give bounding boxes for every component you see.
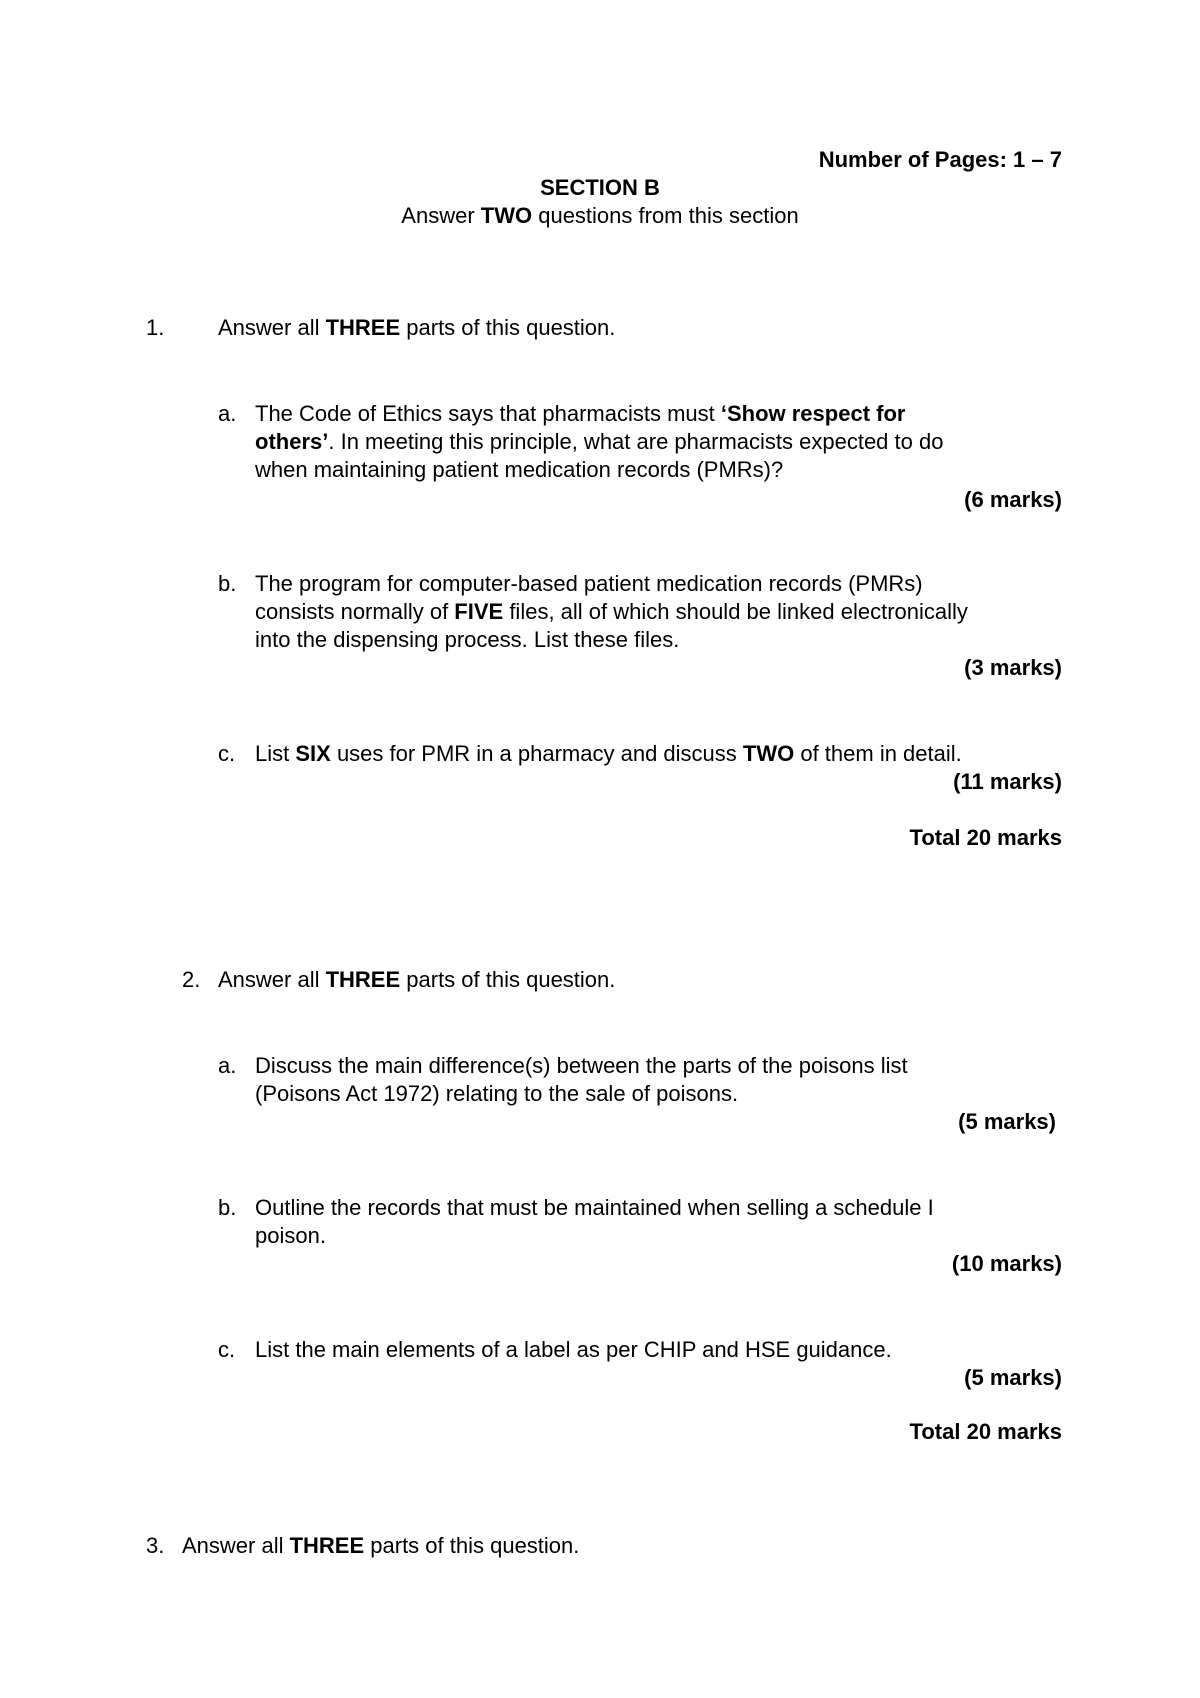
q2-total-text: Total 20 marks xyxy=(909,1419,1062,1444)
q1b-l2-pre: consists normally of xyxy=(255,599,455,624)
q1c-letter: c. xyxy=(218,741,236,766)
q1a-marks-text: (6 marks) xyxy=(964,487,1062,512)
q2a-marks xyxy=(700,1108,1056,1136)
q3-intro xyxy=(182,1532,579,1560)
q1a-l2-bold: others’ xyxy=(255,429,329,454)
q1c-marks-text: (11 marks) xyxy=(953,769,1062,794)
instruction-bold: TWO xyxy=(480,203,533,228)
q2-intro-post: parts of this question. xyxy=(400,967,616,992)
q1c-pre: List xyxy=(255,741,296,766)
q2-number: 2. xyxy=(182,967,201,992)
instruction-pre: Answer xyxy=(401,203,481,228)
q2c-letter: c. xyxy=(218,1337,236,1362)
q2b-marks xyxy=(700,1250,1062,1278)
q1a-letter: a. xyxy=(218,401,237,426)
q1b-marks-text: (3 marks) xyxy=(964,655,1062,680)
q1b-marks xyxy=(700,654,1062,682)
q2b-marks-text: (10 marks) xyxy=(951,1251,1062,1276)
q2-intro-pre: Answer all xyxy=(218,967,326,992)
q1b-letter: b. xyxy=(218,571,237,596)
section-instruction xyxy=(300,202,900,230)
q1a-marks xyxy=(700,486,1062,514)
q1-intro xyxy=(218,314,615,342)
q1b-l2-bold: FIVE xyxy=(454,599,504,624)
q1-intro-bold: THREE xyxy=(325,315,401,340)
section-title-text: SECTION B xyxy=(540,175,660,200)
q3-intro-bold: THREE xyxy=(289,1533,365,1558)
q2-total xyxy=(700,1418,1062,1446)
q1a-line3: when maintaining patient medication records (PMRs)? xyxy=(255,457,784,482)
pages-count-text: Number of Pages: 1 – 7 xyxy=(818,147,1062,172)
q1c-bold2: TWO xyxy=(742,741,795,766)
q1c-bold1: SIX xyxy=(295,741,331,766)
q2c-marks-text: (5 marks) xyxy=(964,1365,1062,1390)
q1a-l1-bold: ‘Show respect for xyxy=(720,401,906,426)
q2b-letter: b. xyxy=(218,1195,237,1220)
q3-intro-pre: Answer all xyxy=(182,1533,290,1558)
q2a-letter: a. xyxy=(218,1053,237,1078)
q1a-l1-pre: The Code of Ethics says that pharmacists must xyxy=(255,401,721,426)
q1b-line3: into the dispensing process. List these files. xyxy=(255,627,680,652)
instruction-post: questions from this section xyxy=(532,203,799,228)
q1-intro-pre: Answer all xyxy=(218,315,326,340)
q2b-line1: Outline the records that must be maintained when selling a schedule I xyxy=(255,1195,934,1220)
q2a-marks-text: (5 marks) xyxy=(958,1109,1056,1134)
q2a-line2: (Poisons Act 1972) relating to the sale of poisons. xyxy=(255,1081,739,1106)
q2a-line1: Discuss the main difference(s) between the parts of the poisons list xyxy=(255,1053,908,1078)
q2-intro xyxy=(218,966,615,994)
q1a-l2-post: . In meeting this principle, what are pharmacists expected to do xyxy=(328,429,944,454)
q1c-line1 xyxy=(255,740,962,768)
q1-number: 1. xyxy=(146,315,165,340)
q1-intro-post: parts of this question. xyxy=(400,315,616,340)
q1a-line1 xyxy=(255,400,905,428)
q3-intro-post: parts of this question. xyxy=(364,1533,580,1558)
pages-count xyxy=(600,146,1062,174)
q3-number: 3. xyxy=(146,1533,165,1558)
q1-total-text: Total 20 marks xyxy=(909,825,1062,850)
q1c-marks xyxy=(700,768,1062,796)
q1-total xyxy=(700,824,1062,852)
q1a-line2 xyxy=(255,428,943,456)
q1b-line1: The program for computer-based patient medication records (PMRs) xyxy=(255,571,923,596)
q1b-line2 xyxy=(255,598,968,626)
q1c-post: of them in detail. xyxy=(794,741,962,766)
q2-intro-bold: THREE xyxy=(325,967,401,992)
section-title xyxy=(400,174,800,202)
q2c-marks xyxy=(700,1364,1062,1392)
q1c-mid: uses for PMR in a pharmacy and discuss xyxy=(330,741,743,766)
q2c-line1: List the main elements of a label as per CHIP and HSE guidance. xyxy=(255,1337,892,1362)
q1b-l2-post: files, all of which should be linked electronically xyxy=(503,599,968,624)
q2b-line2: poison. xyxy=(255,1223,326,1248)
